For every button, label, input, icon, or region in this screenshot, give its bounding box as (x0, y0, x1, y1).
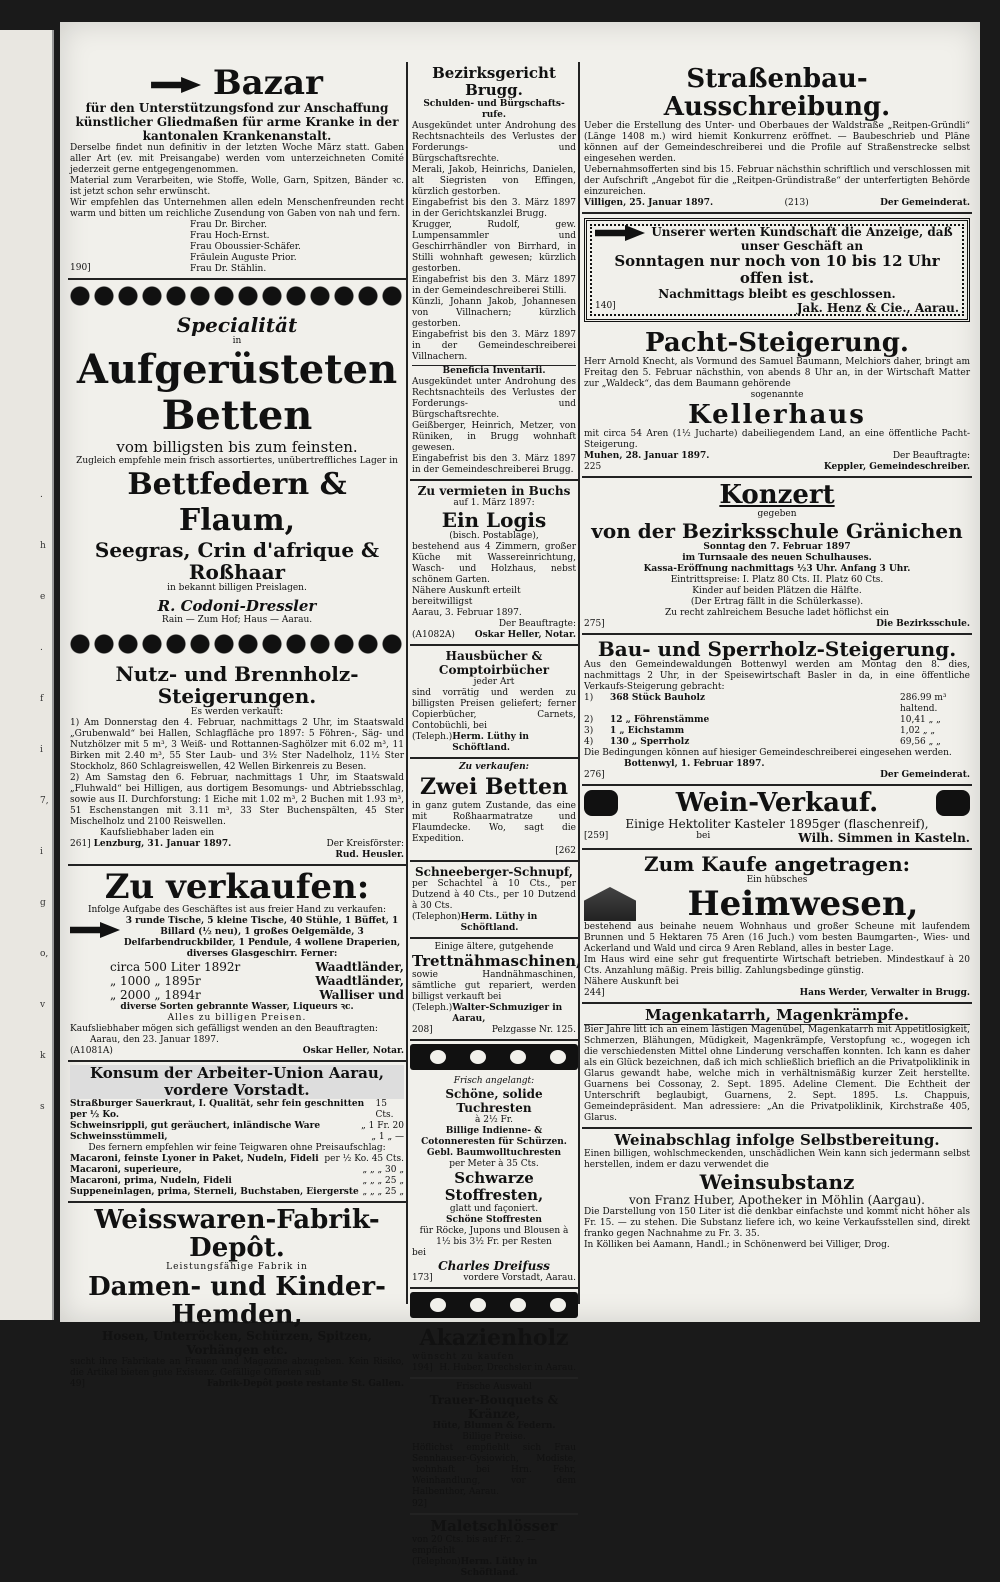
lot-item: 12 „ Föhrenstämme (610, 715, 710, 725)
ad-bauholz (582, 635, 972, 786)
price-item: Macaroni, superieure, (70, 1165, 182, 1175)
ad-text: Billige Preise. (462, 1432, 526, 1442)
ad-number: (Teleph.) (412, 1003, 453, 1013)
ad-address: Fabrik-Depôt poste restante St. Gallen. (206, 1379, 404, 1389)
margin-tick: s (40, 1102, 45, 1112)
margin-tick: k (40, 1051, 46, 1061)
signature-label: Der Kreisförster: (326, 839, 404, 849)
ad-title: Pacht-Steigerung. (645, 328, 909, 358)
ad-number: 276] (584, 770, 605, 780)
ad-body: Ueber die Erstellung des Unter- und Oberbaues der Waldstraße „Reitpen-Gründli“ (Länge 1408 m.) wird hiemit Konkurrenz eröffnet. — Baubeschrieb und Pläne können auf der Gemeindeschreiberei und die Profile auf Straßenstrecke selbst eingesehen werden. (584, 121, 970, 164)
ad-headline: Schwarze Stoffresten, (444, 1169, 544, 1204)
ad-place-date: Aarau, 3. Februar 1897. (412, 608, 522, 618)
ad-heimwesen (582, 850, 972, 1004)
column-right (582, 62, 972, 1304)
ad-text: Kaufsliebhaber laden ein (100, 828, 215, 838)
ad-body: Einen billigen, wohlschmeckenden, unschädlichen Wein kann sich jedermann selbst herstellen, indem er dazu verwendet die (584, 1149, 970, 1170)
wine-quantity: „ 1000 „ 1895r (110, 974, 201, 988)
margin-tick: i (40, 847, 43, 857)
ad-title: Akazienholz (419, 1325, 569, 1351)
ad-signer: Der Gemeinderat. (880, 770, 970, 780)
lot-item: 130 „ Sperrholz (610, 737, 690, 747)
ad-text: jeder Art (473, 677, 515, 687)
ad-magenkatarrh (582, 1004, 972, 1129)
price-value: „ 1 Fr. 20 (361, 1121, 404, 1131)
ad-entry: Künzli, Johann Jakob, Johannesen von Villnachern; kürzlich gestorben. (412, 297, 576, 329)
price-value: 15 Cts. (375, 1099, 394, 1120)
ad-text: Ein hübsches (746, 875, 808, 885)
ad-title: Weisswaren-Fabrik-Depôt. (94, 1205, 380, 1263)
ad-title: Wein-Verkauf. (675, 788, 879, 818)
ad-body: Uebernahmsofferten sind bis 15. Februar nächsthin schriftlich und verschlossen mit der Aufschrift „Angebot für die „Reitpen-Gründistraße“ der unterfertigten Behörde einzureichen. (584, 165, 970, 197)
ad-number: (213) (784, 198, 809, 208)
ad-maletschloesser (410, 1515, 578, 1582)
ad-title: Maletschlösser (430, 1517, 558, 1535)
ornament-bar (410, 1044, 578, 1070)
ad-firm: Hans Werder, Verwalter in Brugg. (799, 988, 970, 998)
ad-title: Schöne, solide Tuchresten (445, 1087, 543, 1115)
ad-address: Pelzgasse Nr. 125. (491, 1025, 576, 1035)
ad-text: bei (696, 831, 711, 841)
ornament-border (68, 632, 406, 656)
ad-number: (Telephon) (412, 1557, 461, 1567)
ad-signer: Oskar Heller, Notar. (302, 1046, 404, 1056)
price-value: „ 1 „ — (371, 1132, 404, 1142)
ad-logis (410, 481, 578, 646)
ad-entry: Merali, Jakob, Heinrichs, Danielen, alt Siegristen von Effingen, kürzlich gestorben. (412, 165, 576, 197)
ad-text: Einige ältere, gutgehende (434, 942, 554, 952)
ad-subtitle: Beneficia Inventarii. (412, 365, 576, 377)
ad-strassenbau (582, 62, 972, 214)
ad-text: Kassa-Eröffnung nachmittags ½3 Uhr. Anfang 3 Uhr. (643, 564, 911, 574)
ad-zwei-betten (410, 759, 578, 862)
pointing-hand-icon (595, 225, 645, 241)
ad-body: Bier Jahre litt ich an einem lästigen Magenübel, Magenkatarrh mit Appetitlosigkeit, Schmerzen, Blähungen, Müdigkeit, Magenkrämpfe, Verstopfung ꝛc., wogegen ich die verschiedensten Mittel ohne Linderung verschaffen konnten. Ich kann es daher als ein Glück bezeichnen, daß ich mich schließlich brieflich an die Privatpoliklinik in Glarus gewandt habe, welche mich in verhältnismäßig kurzer Zeit herstellte. Guarnens bei Cossonay, 2. Sept. 1895. Adeline Clement. Die Echtheit der Unterschrift beglaubigt, Guarnens, 2. Sept. 1895. Ls. Chappuis, Gemeindepräsident. Man adressiere: „An die Privatpoliklinik, Kirchstraße 405, Glarus. (584, 1025, 970, 1123)
adjacent-page-edge (0, 30, 54, 1320)
ad-body: mit circa 54 Aren (1½ Jucharte) dabeiliegendem Land, an eine öffentliche Pacht-Steigerung. (584, 429, 970, 450)
ad-body: Im Haus wird eine sehr gut frequentirte Wirtschaft betrieben. Mindestkauf à 20 Cts. Anzahlung mäßig. Preis billig. Zahlungsbedinge günstig. (584, 955, 970, 976)
ad-text: Billige Indienne- & Cotonneresten für Schürzen. (421, 1126, 567, 1147)
ad-title: Hausbücher & Comptoirbücher (438, 649, 550, 677)
ad-place-date: Bottenwyl, 1. Februar 1897. (624, 759, 765, 769)
ad-address: vordere Vorstadt, Aarau. (463, 1273, 576, 1283)
lot-volume: 10,41 „ „ (900, 715, 941, 725)
ad-number: [262 (555, 846, 576, 856)
ad-number: 208] (412, 1025, 433, 1035)
ad-text: Sonntag den 7. Februar 1897 (703, 542, 851, 552)
ad-betten (68, 312, 406, 628)
ad-kicker: Specialität (176, 313, 298, 337)
ad-signer: Rud. Heusler. (335, 850, 404, 860)
ad-text: Des fernern empfehlen wir feine Teigwaren ohne Preisaufschlag: (88, 1143, 386, 1153)
margin-tick: . (40, 490, 43, 500)
ad-konsum (68, 1062, 406, 1203)
ad-place-date: Muhen, 28. Januar 1897. (584, 451, 710, 461)
committee-name: Frau Dr. Bircher. (190, 220, 267, 230)
signature-label: Der Beauftragte: (892, 451, 970, 461)
ad-verkaufen (68, 866, 406, 1062)
ad-number: (A1081A) (70, 1046, 113, 1056)
ad-number: [259] (584, 831, 609, 841)
ad-body: bestehend aus 4 Zimmern, großer Küche mit Wassereinrichtung, Wasch- und Holzhaus, nebst schönem Garten. (412, 542, 576, 585)
ad-text: In Kölliken bei Aamann, Handl.; in Schönenwerd bei Villiger, Drog. (584, 1240, 890, 1250)
margin-ticks (0, 490, 52, 1113)
ad-kicker: Frisch angelangt: (453, 1076, 535, 1086)
ad-text: glatt und façoniert. (449, 1204, 539, 1214)
ad-signer: Keppler, Gemeindeschreiber. (823, 462, 970, 472)
ad-number: 275] (584, 619, 605, 629)
price-value: per ½ Ko. 45 Cts. (324, 1154, 404, 1164)
ad-signer: Die Bezirksschule. (876, 619, 970, 629)
ad-body: per Schachtel à 10 Cts., per Dutzend à 40 Cts., per 10 Dutzend à 30 Cts. (412, 879, 576, 911)
ad-kicker: Zu vermieten in Buchs (417, 484, 571, 498)
wine-name: Walliser und (319, 988, 404, 1002)
ad-place-date: Villigen, 25. Januar 1897. (584, 198, 714, 208)
ad-number: (Teleph.) (412, 732, 453, 742)
margin-tick: g (40, 898, 46, 908)
price-item: Straßburger Sauerkraut, I. Qualität, sehr fein geschnitten per ½ Ko. (70, 1099, 365, 1120)
column-left (68, 62, 406, 1389)
ad-number: 92] (412, 1499, 427, 1509)
ad-firm: Jak. Henz & Cie., Aarau. (796, 301, 959, 315)
ad-title: Ein Logis (441, 508, 547, 532)
ad-firm: Herm. Lüthy in Schöftland. (452, 732, 529, 753)
ad-text: Nachmittags bleibt es geschlossen. (658, 287, 896, 301)
ad-akazienholz (410, 1321, 578, 1379)
ad-pacht (582, 326, 972, 478)
ad-text: Kinder auf beiden Plätzen die Hälfte. (692, 586, 862, 596)
ad-headline: Kellerhaus (688, 400, 866, 430)
ad-holz (68, 660, 406, 866)
ad-entry: Geißberger, Heinrich, Metzer, von Rüniken, in Brugg wohnhaft gewesen. (412, 421, 576, 453)
ad-subtitle: Leistungsfähige Fabrik in (166, 1262, 308, 1272)
ad-entry: Eingabefrist bis den 3. März 1897 in der Gerichtskanzlei Brugg. (412, 198, 576, 219)
ad-body: Derselbe findet nun definitiv in der letzten Woche März statt. Gaben aller Art (ev. mit Preisangabe) werden vom unterzeichneten Comité jederzeit gerne entgegengenommen. (70, 143, 404, 175)
price-item: Suppeneinlagen, prima, Sterneli, Buchstaben, Eiergerste (70, 1187, 359, 1197)
ad-body: sucht ihre Fabrikate an Frauen und Magazine abzugeben. Kein Risiko, die Artikel bieten gute Existenz. Gefällige Offerten sub (70, 1357, 404, 1378)
ad-text: Hosen, Unterröcken, Schürzen, Spitzen, Vorhängen etc. (102, 1329, 372, 1357)
ad-number: 140] (595, 301, 616, 311)
wine-name: Waadtländer, (315, 960, 404, 974)
ad-title: Bau- und Sperrholz-Steigerung. (597, 637, 957, 661)
price-item: Schweinsstümmeli, (70, 1132, 168, 1142)
margin-tick: e (40, 592, 46, 602)
ad-text: für Röcke, Jupons und Blousen à 1½ bis 3½ Fr. per Resten (419, 1226, 569, 1247)
ad-title: Konzert (719, 480, 835, 510)
ad-title: Heimwesen, (687, 884, 919, 924)
ad-subtitle: für den Unterstützungsfond zur Anschaffung künstlicher Gliedmaßen für arme Kranke in der kantonalen Krankenanstalt. (75, 101, 399, 143)
margin-tick: 7, (40, 796, 49, 806)
ad-price: à 2½ Fr. (475, 1115, 513, 1125)
ad-trauer (410, 1379, 578, 1515)
ad-entry: Eingabefrist bis den 3. März 1897 in der Gemeindeschreiberei Brugg. (412, 454, 576, 475)
ad-title: Straßenbau-Ausschreibung. (663, 64, 891, 122)
lot-volume: 286.99 m³ haltend. (900, 693, 947, 714)
ad-body: 1) Am Donnerstag den 4. Februar, nachmittags 2 Uhr, im Staatswald „Grubenwald“ bei Hallen, Schlagfläche pro 1897: 5 Föhren-, Säg- und Nutzhölzer mit 5 m³, 3 Weiß- und Rottannen-Saghölzer mit 6.02 m³, 11 Birken mit 2.40 m³, 55 Ster Laub- und 3½ Ster Nadelholz, 11½ Ster Stockholz, 860 Schlagreiswellen, 42 Wellen Birkenreis zu Besen. (70, 718, 404, 772)
price-item: Schweinsrippli, gut geräuchert, inländische Ware (70, 1121, 321, 1131)
margin-tick: v (40, 1000, 46, 1010)
ad-body: Höflichst empfiehlt sich Frau Sennhauser-Gysiowich, Modiste, wohnhaft bei Hrn. Fehr, Weinhandlung, vor dem Halbenthor, Aarau. (412, 1443, 576, 1497)
ad-text: (bisch. Postablage), (449, 531, 539, 541)
ad-number: (A1082A) (412, 630, 455, 640)
ornament-border (68, 284, 406, 308)
ad-text: Nähere Auskunft erteilt bereitwilligst (412, 586, 521, 607)
lot-number: 2) (584, 715, 594, 725)
ad-title: Trettnähmaschinen, (412, 952, 582, 970)
barrel-icon (936, 790, 970, 816)
ad-text: sogenannte (750, 390, 804, 400)
ad-hausbuecher (410, 646, 578, 759)
ad-henz (584, 218, 970, 322)
ad-text: in (232, 336, 242, 346)
ad-firm: R. Codoni-Dressler (157, 597, 317, 615)
column-rule (578, 62, 580, 1304)
committee-name: Frau Dr. Stählin. (190, 264, 267, 274)
ad-title: Schneeberger-Schnupf, (415, 865, 573, 879)
ad-title: Nutz- und Brennholz-Steigerungen. (115, 662, 359, 708)
ad-body: 3 runde Tische, 5 kleine Tische, 40 Stühle, 1 Büffet, 1 Billard (½ neu), 1 großes Oelgemälde, 3 Delfarbendruckbilder, 1 Pendule, 4 wollene Draperien, diverses Glasgeschirr. Ferner: (123, 916, 401, 959)
ad-headline: Seegras, Crin d'afrique & Roßhaar (94, 538, 380, 584)
ad-firm: Walter-Schmuziger in Aarau, (452, 1003, 563, 1024)
ad-firm: H. Huber, Drechsler in Aarau. (439, 1363, 576, 1373)
margin-tick: f (40, 694, 44, 704)
lot-item: 1 „ Eichstamm (610, 726, 685, 736)
ad-number: 49] (70, 1379, 85, 1389)
ad-entry: Eingabefrist bis den 3. März 1897 in der Gemeindeschreiberei Stilli. (412, 275, 576, 296)
margin-tick: . (40, 643, 43, 653)
ad-signer: Der Gemeinderat. (880, 198, 970, 208)
ad-body: von 20 Cts. bis auf Fr. 2. — empfiehlt (412, 1535, 536, 1556)
ad-firm: Herm. Lüthy in Schöftland. (460, 912, 538, 933)
ad-headline: Sonntagen nur noch von 10 bis 12 Uhr offen ist. (614, 252, 940, 287)
ad-text: Alles zu billigen Preisen. (167, 1013, 307, 1023)
ad-headline: Damen- und Kinder-Hemden, (88, 1272, 386, 1330)
ad-firm: Wilh. Simmen in Kasteln. (798, 831, 970, 845)
margin-tick: h (40, 541, 46, 551)
ad-headline: Weinsubstanz (699, 1170, 855, 1194)
ad-firm: Herm. Lüthy in Schöftland. (460, 1557, 538, 1578)
lot-volume: 1,02 „ „ (900, 726, 936, 736)
lot-volume: 69,56 „ „ (900, 737, 941, 747)
ad-number: (Telephon) (412, 912, 461, 922)
ad-text: Zu recht zahlreichem Besuche ladet höflichst ein (665, 608, 889, 618)
ad-kicker: Zum Kaufe angetragen: (643, 852, 910, 876)
ad-body: bestehend aus beinahe neuem Wohnhaus und großer Scheune mit laufendem Brunnen und 5 Hektaren 75 Aren (16 Juch.) vom besten Baumgarten-, Wies- und Ackerland und Wald und circa 9 Aren Rebland, alles in bester Lage. (584, 922, 970, 954)
ad-body: Wir empfehlen das Unternehmen allen edeln Menschenfreunden recht warm und bitten um reichliche Zusendung von Gaben von nah und fern. (70, 198, 404, 219)
ad-text: in bekannt billigen Preislagen. (167, 583, 307, 593)
ad-naehmaschinen (410, 939, 582, 1041)
ad-text: Kaufsliebhaber mögen sich gefälligst wenden an den Beauftragten: (70, 1024, 378, 1034)
ad-place-date: Aarau, den 23. Januar 1897. (90, 1035, 219, 1045)
ad-bezirksgericht (410, 62, 578, 481)
lot-number: 1) (584, 693, 594, 703)
ad-text: Unserer werten Kundschaft die Anzeige, daß unser Geschäft an (651, 225, 953, 253)
price-item: Macaroni, prima, Nudeln, Fideli (70, 1176, 232, 1186)
ad-number: 190] (70, 263, 91, 273)
ad-tuchresten (410, 1073, 578, 1289)
price-item: Macaroni, feinste Lyoner in Paket, Nudeln, Fideli (70, 1154, 319, 1164)
ad-weisswaren (68, 1203, 406, 1393)
ad-title: Zu verkaufen: (104, 867, 370, 907)
ad-body: Herr Arnold Knecht, als Vormund des Samuel Baumann, Melchiors daher, bringt am Freitag den 5. Februar nächsthin, von abends 8 Uhr an, in der Wirtschaft Matter zur „Waldeck“, das dem Baumann gehörende (584, 357, 970, 389)
ad-body: Ausgekündet unter Androhung des Rechtsnachteils des Verlustes der Forderungs- und Bürgschaftsrechte. (412, 121, 576, 164)
ad-text: Infolge Aufgabe des Geschäftes ist aus freier Hand zu verkaufen: (87, 905, 387, 915)
ad-title: Zwei Betten (420, 774, 568, 800)
ad-number: 173] (412, 1273, 433, 1283)
ad-number: 261] (70, 839, 91, 849)
wine-quantity: circa 500 Liter 1892r (110, 960, 241, 974)
ad-address: Rain — Zum Hof; Haus — Aarau. (161, 615, 313, 625)
ad-weinsubstanz (582, 1129, 972, 1254)
margin-tick: i (40, 745, 43, 755)
ad-weinverkauf (582, 786, 972, 850)
farmhouse-icon (584, 887, 636, 921)
ad-body: Ausgekündet unter Androhung des Rechtsnachteils des Verlustes der Forderungs- und Bürgschaftsrechte. (412, 377, 576, 420)
committee-name: Fräulein Auguste Prior. (190, 253, 297, 263)
wine-name: Waadtländer, (315, 974, 404, 988)
ad-number: 225 (584, 462, 602, 472)
ad-body: in ganz gutem Zustande, das eine mit Roßhaarmatratze und Flaumdecke. Wo, sagt die Expedition. (412, 801, 576, 844)
ad-kicker: Frische Auswahl (456, 1382, 532, 1392)
ad-schnupf (410, 862, 578, 939)
ad-bazar (68, 62, 406, 280)
ad-text: bei (412, 1248, 426, 1258)
ad-title: Trauer-Bouquets & Kränze, (429, 1393, 559, 1421)
committee-name: Frau Oboussier-Schäfer. (190, 242, 301, 252)
ad-text: von Franz Huber, Apotheker in Möhlin (Aargau). (629, 1193, 925, 1207)
ad-firm: Charles Dreifuss (438, 1259, 550, 1273)
ad-place-date: Lenzburg, 31. Januar 1897. (93, 839, 232, 849)
ad-konzert (582, 478, 972, 635)
ad-title: Konsum der Arbeiter-Union Aarau, vordere Vorstadt. (70, 1065, 404, 1099)
ad-text: per Meter à 35 Cts. (449, 1159, 539, 1169)
ad-subtitle: vom billigsten bis zum feinsten. (116, 438, 358, 456)
ad-number: 244] (584, 988, 605, 998)
ad-title: Magenkatarrh, Magenkrämpfe. (584, 1007, 970, 1025)
ad-entry: Eingabefrist bis den 3. März 1897 in der Gemeindeschreiberei Villnachern. (412, 330, 576, 362)
ad-signer: Oskar Heller, Notar. (474, 630, 576, 640)
ad-title: Weinabschlag infolge Selbstbereitung. (614, 1131, 940, 1149)
ad-text: im Turnsaale des neuen Schulhauses. (682, 553, 872, 563)
ad-headline: von der Bezirksschule Gränichen (591, 519, 963, 543)
column-rule (406, 62, 408, 1304)
ad-text: Es werden verkauft: (190, 707, 284, 717)
ad-text: Gebl. Baumwolltuchresten (426, 1148, 562, 1158)
committee-name: Frau Hoch-Ernst. (190, 231, 270, 241)
ad-text: Eintrittspreise: I. Platz 80 Cts. II. Platz 60 Cts. (670, 575, 884, 585)
ad-text: (Der Ertrag fällt in die Schülerkasse). (690, 597, 864, 607)
ad-title: Bezirksgericht Brugg. (432, 64, 556, 99)
margin-tick: o, (40, 949, 49, 959)
pointing-hand-icon (70, 922, 120, 938)
ad-body: Material zum Verarbeiten, wie Stoffe, Wolle, Garn, Spitzen, Bänder ꝛc. ist jetzt schon sehr erwünscht. (70, 176, 404, 197)
ad-text: Zugleich empfehle mein frisch assortiertes, unübertreffliches Lager in (76, 456, 398, 466)
lot-number: 3) (584, 726, 594, 736)
barrel-icon (584, 790, 618, 816)
signature-label: Der Beauftragte: (498, 619, 576, 629)
ad-kicker: Zu verkaufen: (458, 762, 530, 772)
ad-body: sind vorrätig und werden zu billigsten Preisen geliefert; ferner Copierbücher, Carnets, Contobüchli, bei (412, 688, 576, 731)
price-value: „ „ „ 25 „ (362, 1187, 404, 1197)
column-middle (410, 62, 582, 1578)
ad-text: auf 1. März 1897: (453, 498, 535, 508)
ad-body: sowie Handnähmaschinen, sämtliche gut repariert, werden billigst verkauft bei (412, 970, 576, 1002)
ad-text: gegeben (757, 509, 797, 519)
ad-text: Hüte, Blumen & Federn. (432, 1421, 556, 1431)
ad-text: Die Bedingungen können auf hiesiger Gemeindeschreiberei eingesehen werden. (584, 748, 952, 758)
ad-body: Die Darstellung von 150 Liter ist die denkbar einfachste und kommt nicht höher als Fr. 15. — zu stehen. Die Substanz liefere ich, wo keine Verkaufsstellen sind, direkt franko gegen Nachnahme zu Fr. 3. 35. (584, 1207, 970, 1239)
ad-body: 2) Am Samstag den 6. Februar, nachmittags 1 Uhr, im Staatswald „Fluhwald“ bei Hilligen, aus dortigem Besomungs- und Abtriebsschlag, sowie aus II. Durchforstung: 1 Eiche mit 1.02 m³, 2 Buchen mit 1.93 m³, 51 Eschenstangen mit 3.11 m³, 33 Ster Buchenspälten, 45 Ster Mischelholz und 2100 Reiswellen. (70, 773, 404, 827)
ad-body: Aus den Gemeindewaldungen Bottenwyl werden am Montag den 8. dies, nachmittags 2 Uhr, in der Speisewirtschaft Basler in da, in eine öffentliche Verkaufs-Steigerung gebracht: (584, 660, 970, 692)
ad-number: 194] (412, 1363, 433, 1373)
ad-title: Aufgerüsteten Betten (76, 346, 398, 439)
ad-body: wünscht zu kaufen (412, 1352, 515, 1362)
ad-text: diverse Sorten gebrannte Wasser, Liqueurs ꝛc. (120, 1002, 354, 1012)
price-value: „ „ „ 30 „ (362, 1165, 404, 1175)
ad-body: Einige Hektoliter Kasteler 1895ger (flaschenreif), (625, 817, 929, 831)
ad-text: Nähere Auskunft bei (584, 977, 679, 987)
ornament-bar (410, 1292, 578, 1318)
lot-number: 4) (584, 737, 594, 747)
ad-subtitle: Schulden- und Bürgschafts-rufe. (423, 99, 565, 120)
pointing-hand-icon (151, 77, 201, 93)
ad-title: Bazar (70, 65, 404, 101)
ad-text: Schöne Stoffresten (446, 1215, 542, 1225)
ad-headline: Bettfedern & Flaum, (127, 467, 347, 538)
ad-entry: Krugger, Rudolf, gew. Lumpensammler und Geschirrhändler von Birrhard, in Stilli wohnhaft gewesen; kürzlich gestorben. (412, 220, 576, 274)
newspaper-page (60, 22, 980, 1578)
wine-quantity: „ 2000 „ 1894r (110, 988, 201, 1002)
price-value: „ „ „ 25 „ (362, 1176, 404, 1186)
lot-item: 368 Stück Bauholz (610, 693, 706, 703)
